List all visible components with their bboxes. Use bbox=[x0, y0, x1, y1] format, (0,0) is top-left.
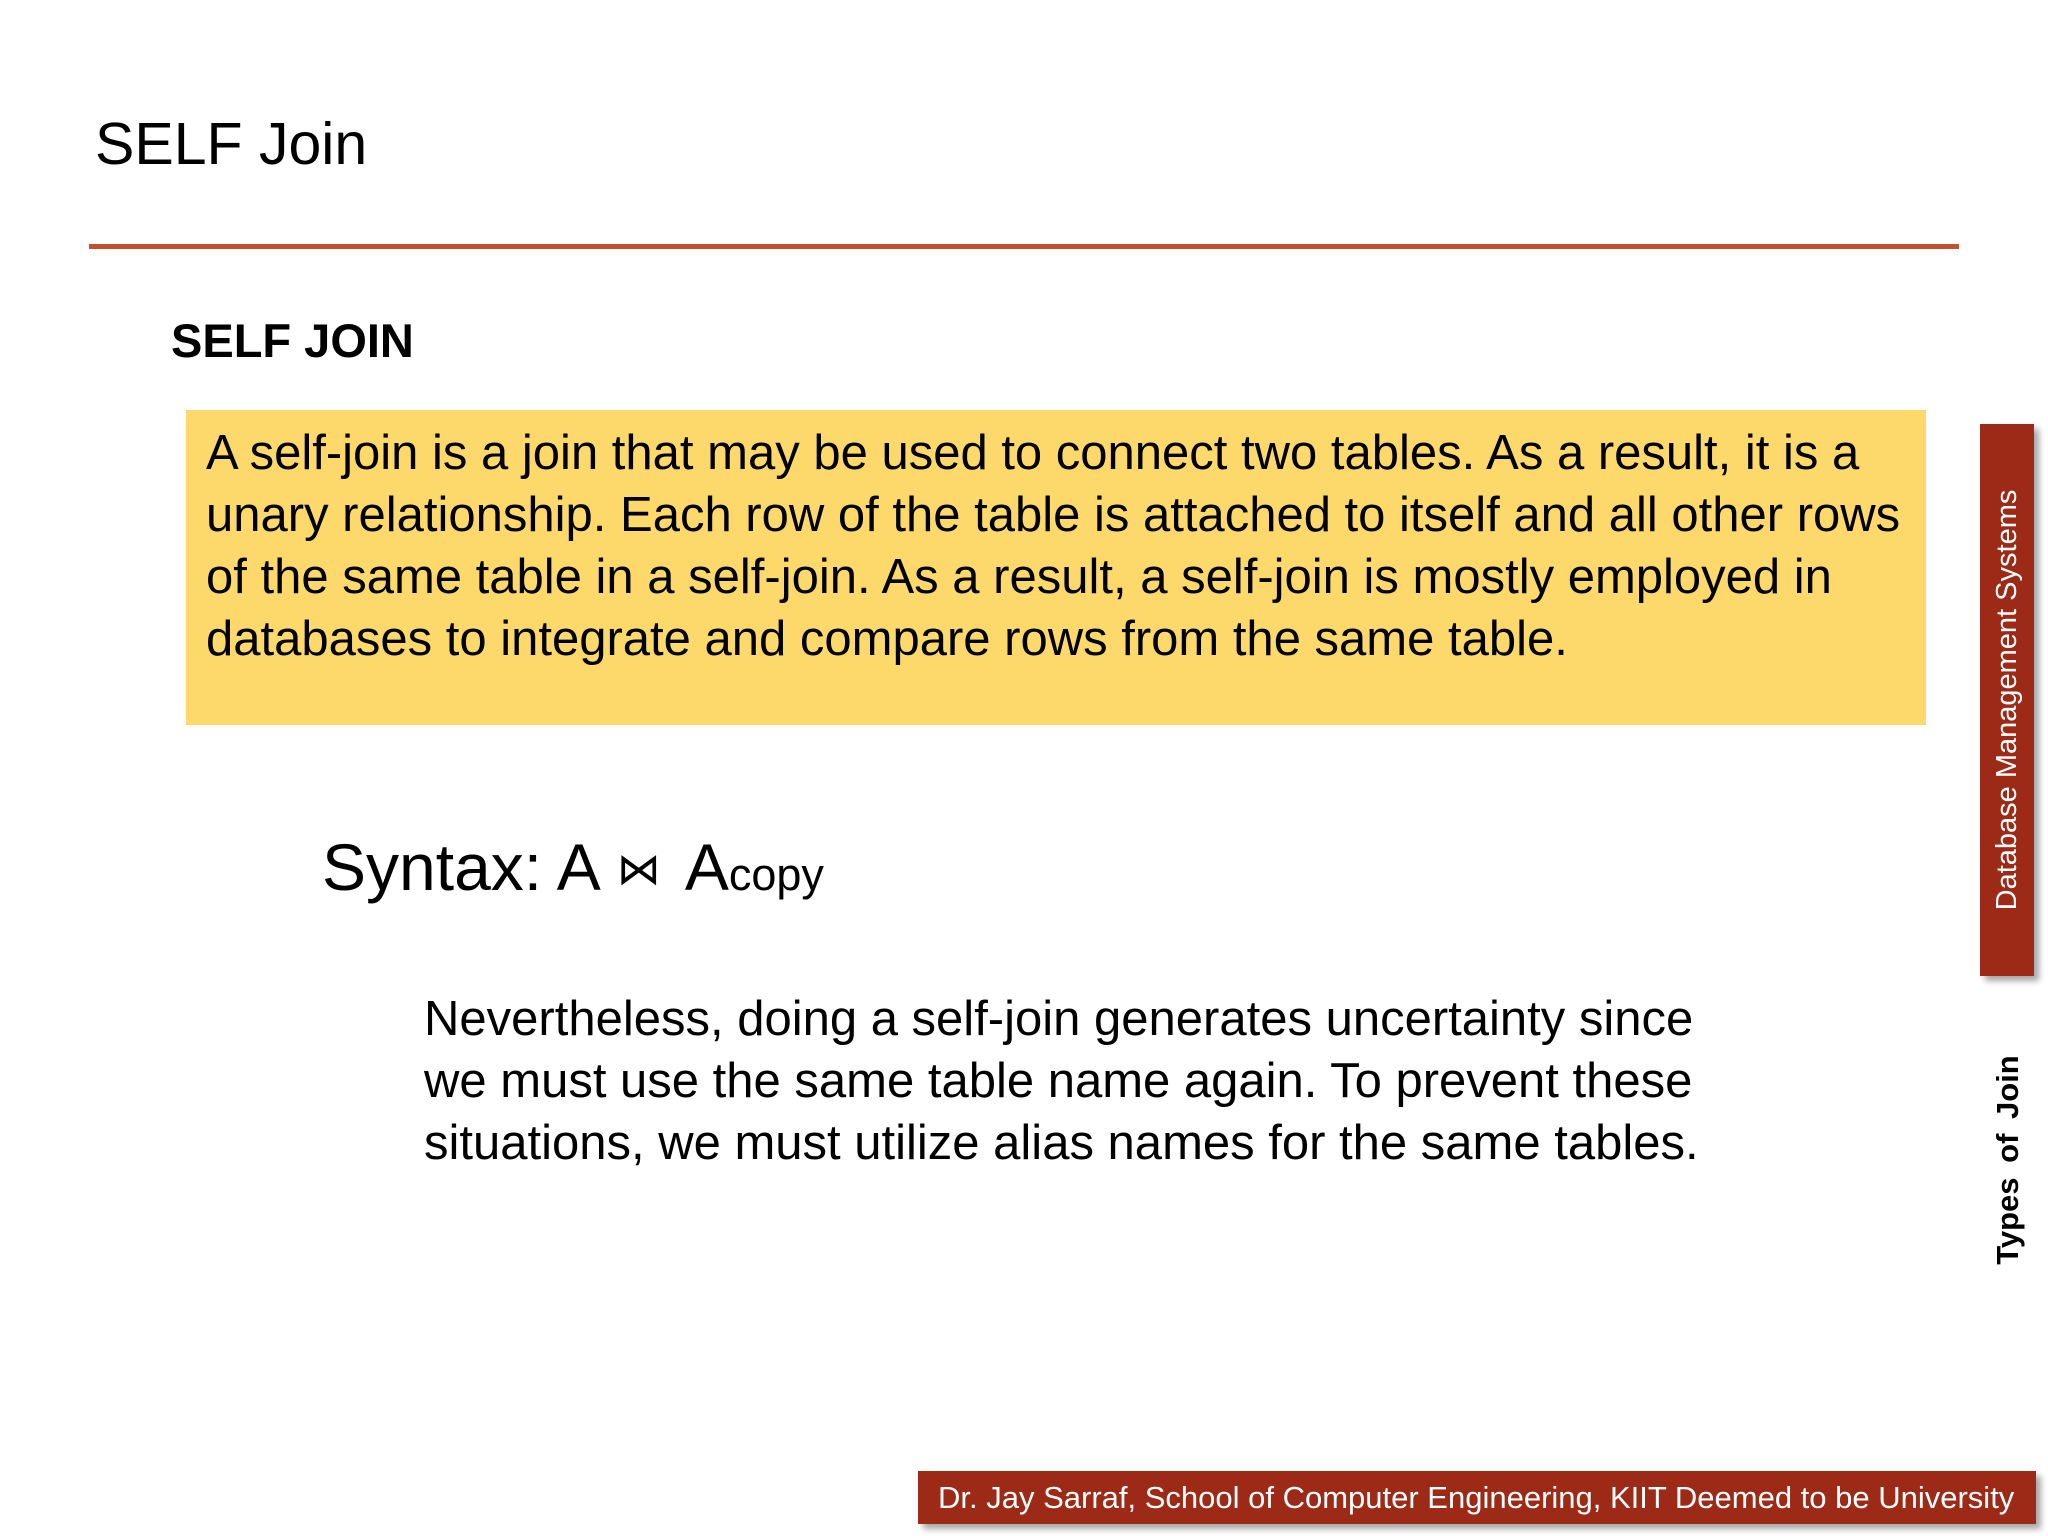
definition-highlight-box bbox=[186, 410, 1926, 725]
syntax-operand-subscript: copy bbox=[728, 849, 824, 900]
natural-join-icon: ⋈ bbox=[616, 844, 661, 895]
course-side-tab-label: Database Management Systems bbox=[1991, 489, 2023, 911]
syntax-operand: A bbox=[684, 830, 729, 904]
definition-text: A self-join is a join that may be used to connect two tables. As a result, it is a unary relationship. Each row of the table is attached to itself and all other rows of the same table in a self-join. As a result, a self-join is mostly employed in databases to integrate and compare rows from the same table. bbox=[206, 426, 1901, 666]
footer-credit-bar bbox=[918, 1471, 2036, 1524]
topic-side-label bbox=[1983, 1050, 2033, 1270]
section-heading: SELF JOIN bbox=[171, 314, 414, 367]
slide-title: SELF Join bbox=[95, 111, 368, 177]
topic-side-label-text: Types of Join bbox=[1990, 1055, 2025, 1265]
footer-credit-text: Dr. Jay Sarraf, School of Computer Engineering, KIIT Deemed to be University bbox=[938, 1480, 2015, 1515]
syntax-expression bbox=[322, 827, 824, 915]
title-divider bbox=[89, 244, 1959, 249]
course-side-tab bbox=[1980, 424, 2034, 976]
syntax-prefix: Syntax: A bbox=[322, 830, 601, 904]
alias-note: Nevertheless, doing a self-join generates uncertainty since we must use the same table name again. To prevent these situations, we must utilize alias names for the same tables. bbox=[424, 992, 1699, 1170]
